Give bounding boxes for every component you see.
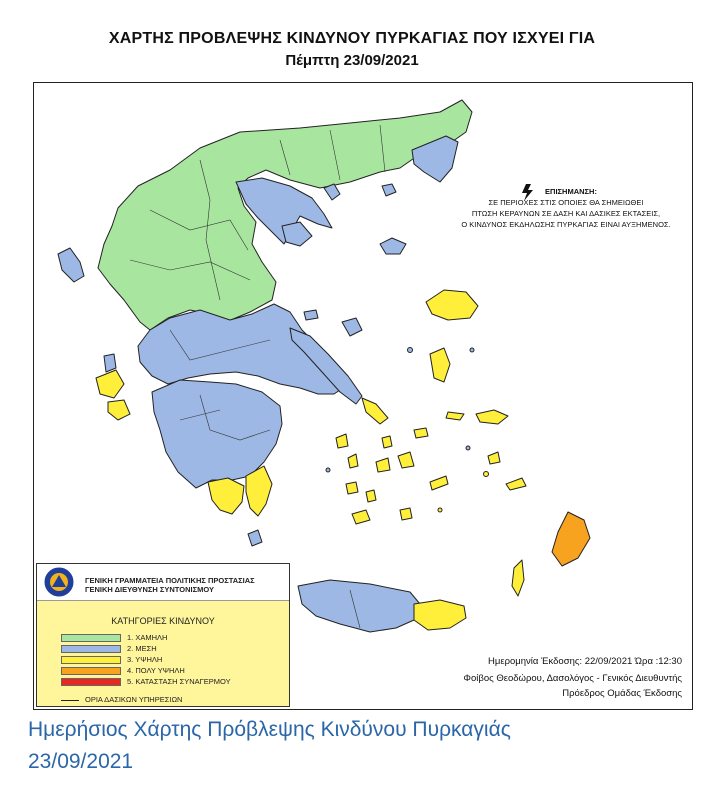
island-serifos [346,482,358,494]
island-lefkada [104,354,116,372]
island-kythnos [348,454,358,468]
legend-org-line2: ΓΕΝΙΚΗ ΔΙΕΥΘΥΝΣΗ ΣΥΝΤΟΝΙΣΜΟΥ [85,585,214,594]
island-ikaria [446,412,464,420]
island-sifnos [366,490,376,502]
island-karpathos [512,560,524,596]
island-skiathos [304,310,318,320]
island-naxos [398,452,414,468]
caption-date: 23/09/2021 [28,750,134,773]
civil-protection-logo [43,566,75,598]
island-patmos [488,452,500,464]
note-title: ΕΠΙΣΗΜΑΝΣΗ: [545,187,597,196]
island-paros [376,458,390,472]
island-mykonos [414,428,428,438]
legend-label: 3. ΥΨΗΛΗ [127,655,163,664]
island-small-4 [438,508,442,512]
note-line1: ΣΕ ΠΕΡΙΟΧΕΣ ΣΤΙΣ ΟΠΟΙΕΣ ΘΑ ΣΗΜΕΙΩΘΕΙ [488,198,644,207]
note-line3: Ο ΚΙΝΔΥΝΟΣ ΕΚΔΗΛΩΣΗΣ ΠΥΡΚΑΓΙΑΣ ΕΙΝΑΙ ΑΥΞΗΜΕΝΟΣ. [461,220,671,229]
region-crete-east [414,600,466,630]
legend-categories-title: ΚΑΤΗΓΟΡΙΕΣ ΚΙΝΔΥΝΟΥ [111,616,215,626]
island-small-2 [470,348,474,352]
caption-title: Ημερήσιος Χάρτης Πρόβλεψης Κινδύνου Πυρκαγιάς [28,718,511,741]
issue-signatory: Φοίβος Θεοδώρου, Δασολόγος - Γενικός Διευθυντής [463,673,682,684]
region-laconia [208,478,244,514]
map-date: Πέμπτη 23/09/2021 [285,52,419,69]
island-samothraki [382,184,396,196]
island-amorgos [430,476,448,490]
region-athos [282,222,312,246]
island-small-5 [326,468,330,472]
legend-label: 4. ΠΟΛΥ ΥΨΗΛΗ [127,666,185,675]
legend-swatch [61,656,121,664]
island-samos [476,410,508,424]
island-rhodes [552,512,590,566]
island-kea [336,434,348,448]
legend-header [37,564,289,601]
island-corfu [58,248,84,282]
legend-swatch [61,678,121,686]
legend-label: 5. ΚΑΤΑΣΤΑΣΗ ΣΥΝΑΓΕΡΜΟΥ [127,677,231,686]
island-milos [352,510,370,524]
legend-swatch [61,667,121,675]
boundary-line-sample [61,700,79,701]
note-line2: ΠΤΩΣΗ ΚΕΡΑΥΝΩΝ ΣΕ ΔΑΣΗ ΚΑΙ ΔΑΣΙΚΕΣ ΕΚΤΑΣΕΙΣ, [471,209,661,218]
island-lemnos [380,238,406,254]
legend-panel [36,563,290,707]
island-skyros [342,318,362,336]
legend-swatch [61,645,121,653]
island-syros [382,436,392,448]
map-title: ΧΑΡΤΗΣ ΠΡΟΒΛΕΨΗΣ ΚΙΝΔΥΝΟΥ ΠΥΡΚΑΓΙΑΣ ΠΟΥ ΙΣΧΥΕΙ ΓΙΑ [108,30,596,47]
island-ios [400,508,412,520]
island-chios [430,348,450,382]
issue-role: Πρόεδρος Ομάδας Έκδοσης [562,688,682,699]
island-andros [362,398,388,424]
region-argolida [246,466,272,516]
issue-date: Ημερομηνία Έκδοσης: 22/09/2021 Ώρα :12:30 [488,656,682,667]
lightning-note [446,186,686,230]
legend-org-line1: ΓΕΝΙΚΗ ΓΡΑΜΜΑΤΕΙΑ ΠΟΛΙΤΙΚΗΣ ΠΡΟΣΤΑΣΙΑΣ [85,576,255,585]
island-small-6 [466,446,470,450]
legend-label: 1. ΧΑΜΗΛΗ [127,633,168,642]
island-small-1 [408,348,413,353]
island-kos [506,478,526,490]
legend-label: 2. ΜΕΣΗ [127,644,157,653]
island-kythira [248,530,262,546]
island-lesvos [426,290,478,320]
island-kefalonia [96,370,124,398]
island-zakynthos [108,400,130,420]
legend-boundary-label: ΟΡΙΑ ΔΑΣΙΚΩΝ ΥΠΗΡΕΣΙΩΝ [85,695,183,704]
island-small-3 [484,472,489,477]
legend-swatch [61,634,121,642]
